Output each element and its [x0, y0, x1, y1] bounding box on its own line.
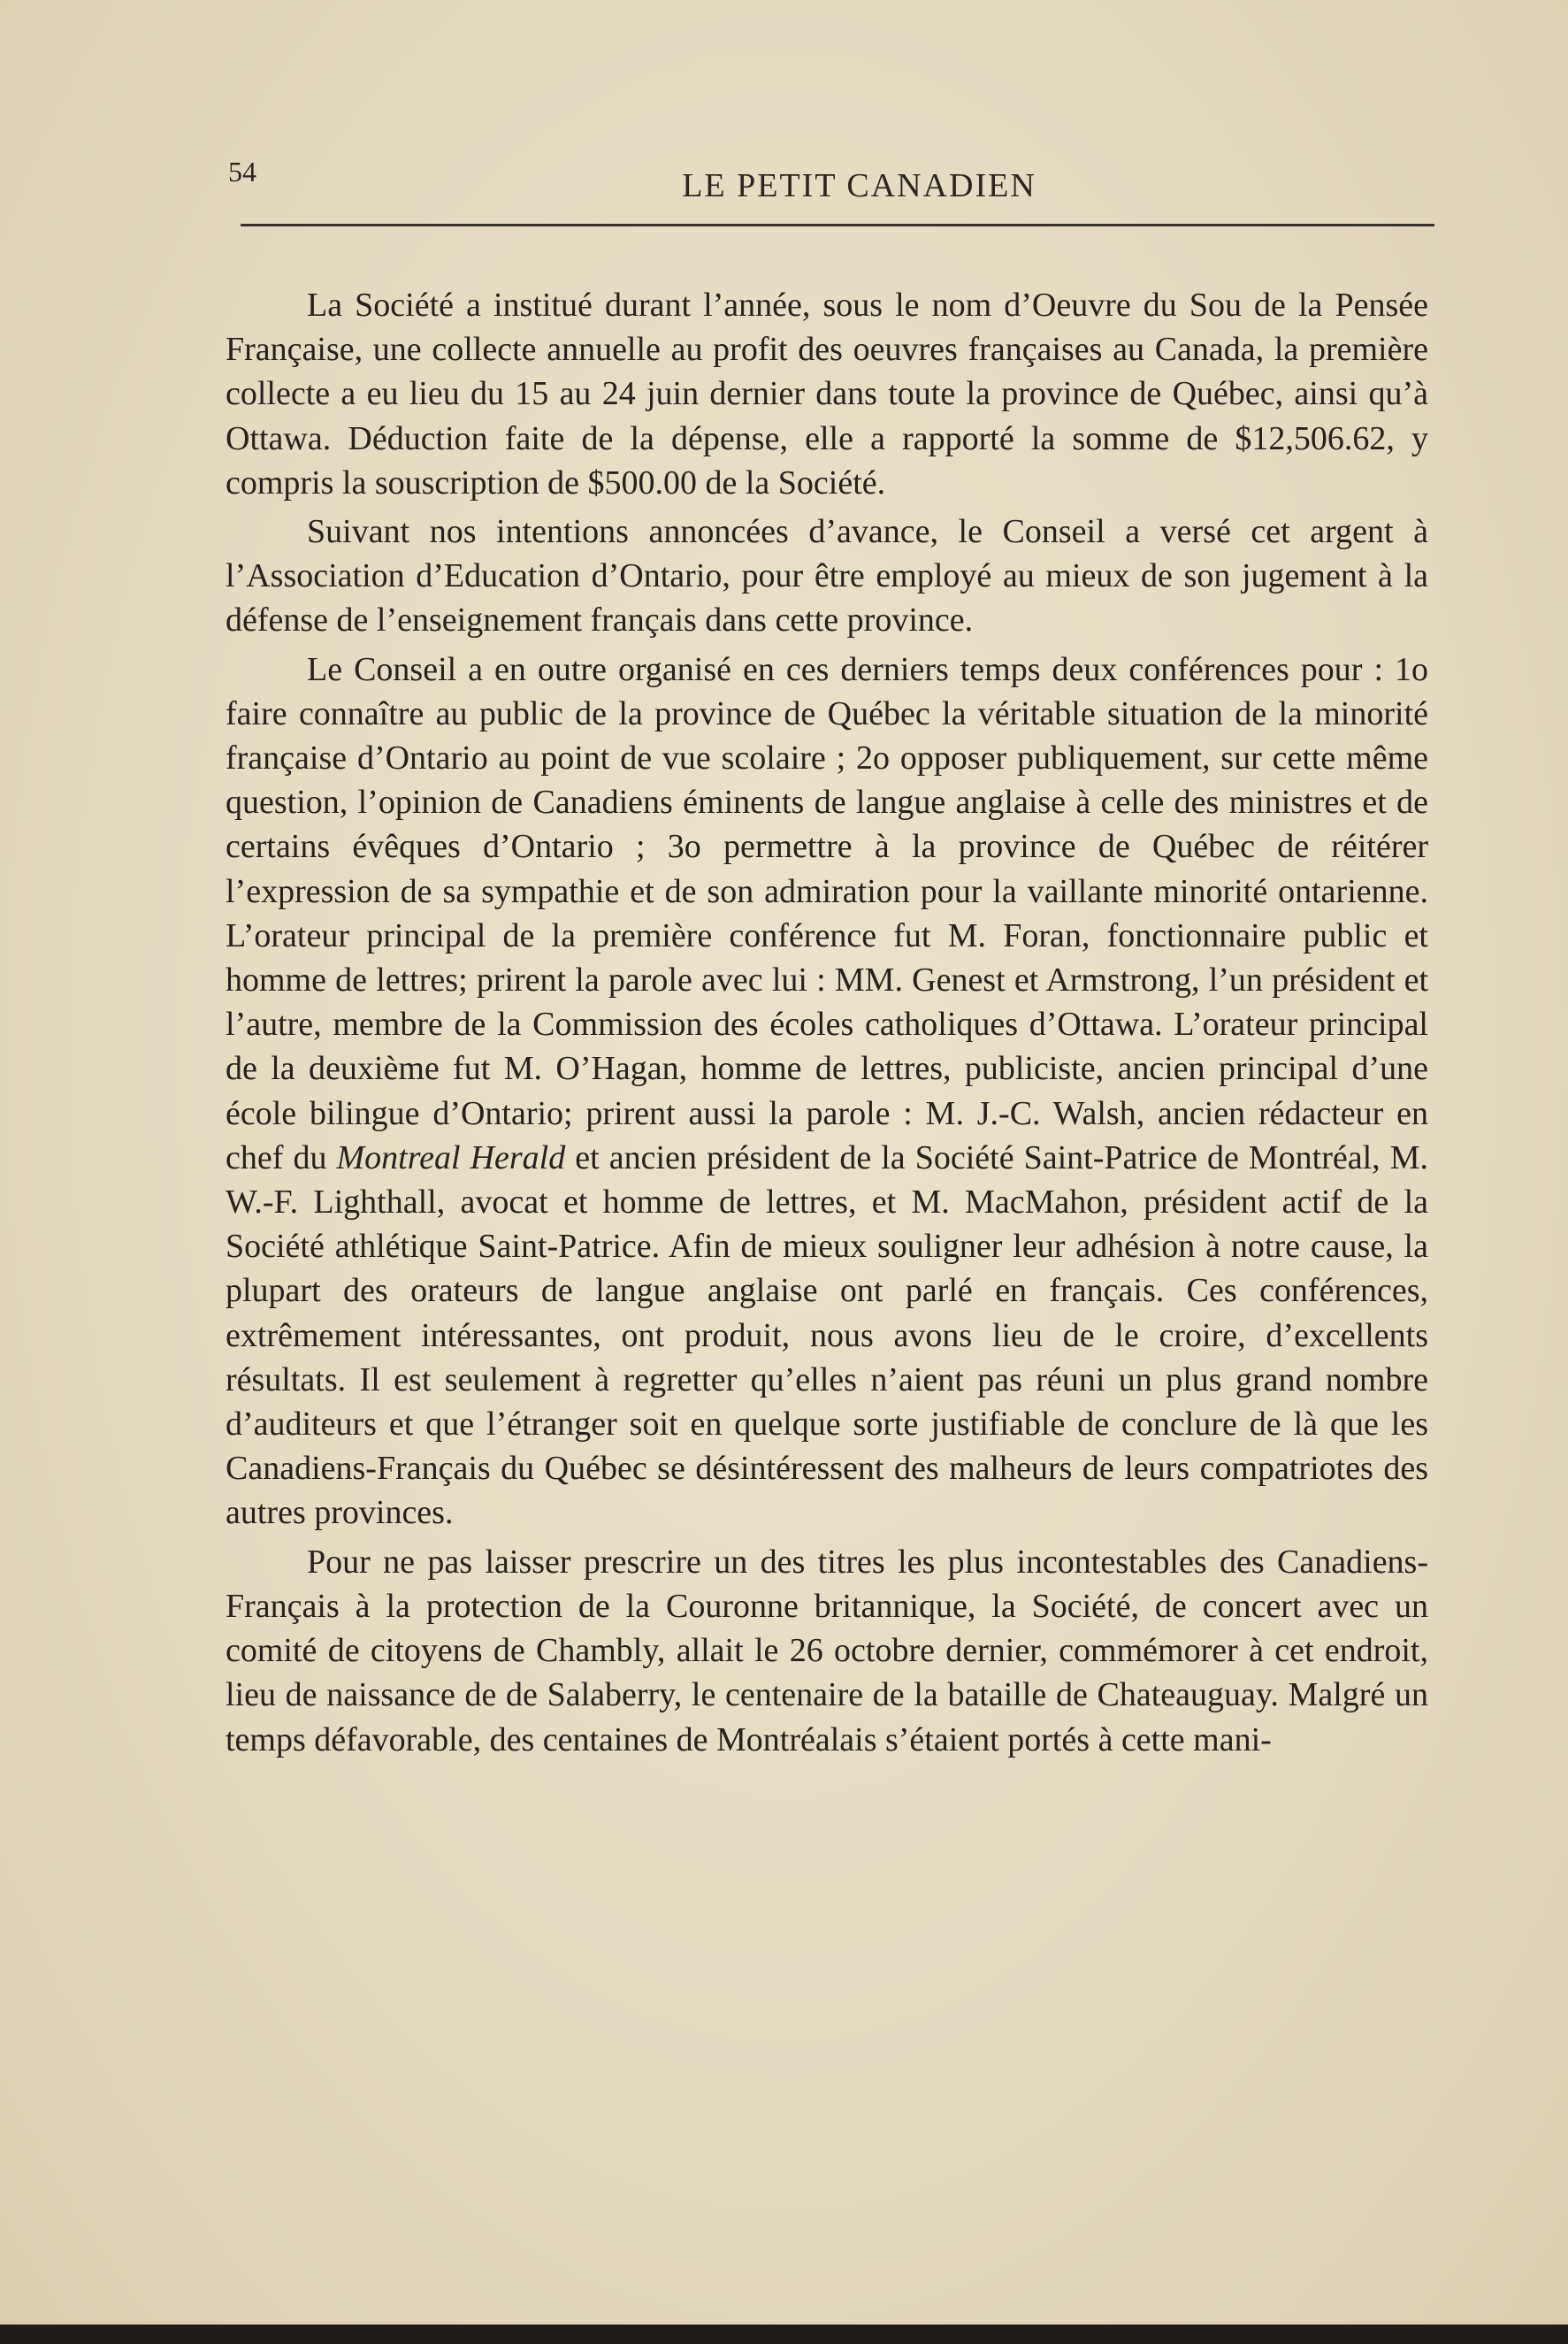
paragraph-3	[226, 647, 1428, 1536]
header-rule	[241, 224, 1434, 226]
paragraph-4: Pour ne pas laisser prescrire un des titres les plus incontestables des Canadiens-Français à la protection de la Couronne britannique, la Société, de concert avec un comité de citoyens de Chambly, allait le 26 octobre dernier, commémorer à cet endroit, lieu de naissance de de Salaberry, le centenaire de la bataille de Chateauguay. Malgré un temps défavorable, des centaines de Montréalais s’étaient portés à cette mani-	[226, 1543, 1428, 1758]
paragraph-1: La Société a institué durant l’année, sous le nom d’Oeuvre du Sou de la Pensée Française, une collecte annuelle au profit des oeuvres françaises au Canada, la première collecte a eu lieu du 15 au 24 juin dernier dans toute la province de Québec, ainsi qu’à Ottawa. Déduction faite de la dépense, elle a rapporté la somme de $12,506.62, y compris la souscription de $500.00 de la Société.	[226, 287, 1428, 502]
paragraph-3-text-after: et ancien président de la Société Saint-Patrice de Montréal, M. W.-F. Lighthall, avocat et homme de lettres, et M. MacMahon, président actif de la Société athlétique Saint-Patrice. Afin de mieux souligner leur adhésion à notre cause, la plupart des orateurs de langue anglaise ont parlé en français. Ces conférences, extrêmement intéressantes, ont produit, nous avons lieu de le croire, d’excellents résultats. Il est seulement à regretter qu’elles n’aient pas réuni un plus grand nombre d’auditeurs et que l’étranger soit en quelque sorte justifiable de conclure de là que les Canadiens-Français du Québec se désintéressent des malheurs de leurs compatriotes des autres provinces.	[226, 1138, 1428, 1532]
page-number: 54	[228, 156, 256, 188]
paragraph-3-text-before: Le Conseil a en outre organisé en ces derniers temps deux conférences pour : 1o faire connaître au public de la province de Québec la véritable situation de la minorité française d’Ontario au point de vue scolaire ; 2o opposer publiquement, sur cette même question, l’opinion de Canadiens éminents de langue anglaise à celle des ministres et de certains évêques d’Ontario ; 3o permettre à la province de Québec de réitérer l’expression de sa sympathie et de son admiration pour la vaillante minorité ontarienne. L’orateur principal de la première conférence fut M. Foran, fonctionnaire public et homme de lettres; prirent la parole avec lui : MM. Genest et Armstrong, l’un président et l’autre, membre de la Commission des écoles catholiques d’Ottawa. L’orateur principal de la deuxième fut M. O’Hagan, homme de lettres, publiciste, ancien principal d’une école bilingue d’Ontario; prirent aussi la parole : M. J.-C. Walsh, ancien rédacteur en chef du	[226, 650, 1428, 1176]
newspaper-title: Montreal Herald	[336, 1138, 566, 1176]
running-title: LE PETIT CANADIEN	[682, 167, 1036, 204]
paragraph-2: Suivant nos intentions annoncées d’avance, le Conseil a versé cet argent à l’Association d’Education d’Ontario, pour être employé au mieux de son jugement à la défense de l’enseignement français dans cette province.	[226, 513, 1428, 640]
scan-bottom-edge	[0, 2325, 1568, 2344]
body-text	[226, 283, 1428, 1766]
